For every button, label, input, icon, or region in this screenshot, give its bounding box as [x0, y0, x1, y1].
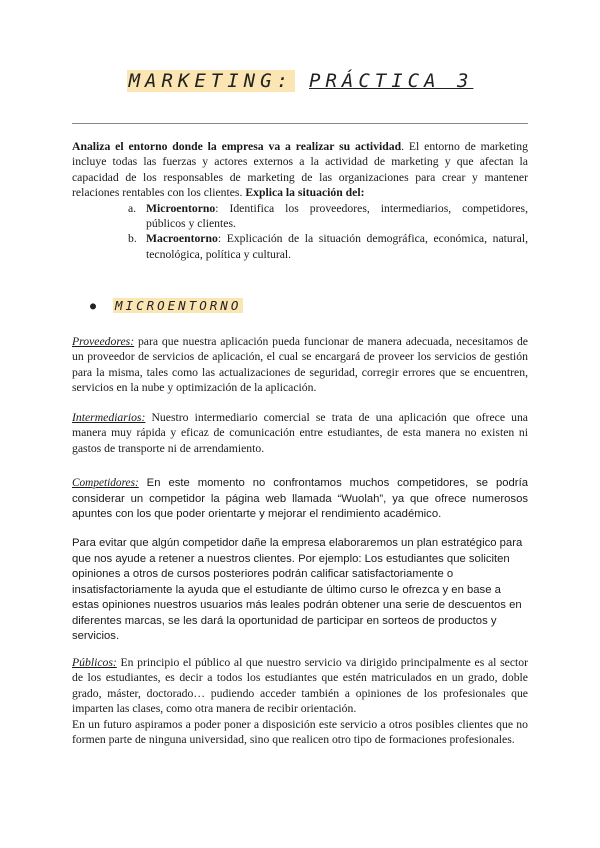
paragraph-text: En principio el público al que nuestro servicio va dirigido principalmente es al sector de los estudiantes, es decir a todos los estudiantes que estén matriculados en un grado, doble grado, máster, doctorado… pudiendo acceder también a opiniones de los profesionales que imparten las clases, como otra manera de recibir orientación.: [72, 656, 528, 716]
document-title: [0, 70, 600, 92]
paragraph-label: Intermediarios:: [72, 411, 146, 424]
list-desc: : Explicación de la situación demográfica, económica, natural, tecnológica, política y cultural.: [146, 232, 528, 261]
intro-paragraph: [72, 139, 528, 262]
paragraph-estrategia: [72, 536, 528, 645]
title-divider: [72, 123, 528, 124]
intro-bold-lead: Analiza el entorno donde la empresa va a realizar su actividad: [72, 140, 402, 153]
list-term: Microentorno: [146, 201, 216, 215]
list-desc: : Identifica los proveedores, intermediarios, competidores, públicos y clientes.: [146, 201, 528, 231]
paragraph-text: Nuestro intermediario comercial se trata de una aplicación que ofrece una manera muy rápida y eficaz de comunicación entre estudiantes, de esta manera no existen ni gastos de transporte ni de arrendamiento.: [72, 411, 528, 455]
intro-bold-tail: Explica la situación del:: [245, 186, 365, 200]
intro-list: [72, 201, 528, 263]
bullet-icon: ●: [90, 301, 100, 312]
section-heading-text: MICROENTORNO: [115, 298, 242, 313]
paragraph-label: Competidores:: [72, 477, 139, 489]
list-term: Macroentorno: [146, 232, 218, 246]
list-item: [72, 231, 528, 262]
list-marker: a.: [128, 201, 137, 215]
paragraph-publicos: [72, 655, 528, 747]
title-main: MARKETING:: [128, 70, 293, 92]
section-heading: [90, 298, 243, 313]
paragraph-proveedores: [72, 334, 528, 396]
paragraph-text: Para evitar que algún competidor dañe la empresa elaboraremos un plan estratégico para que nos ayude a retener a nuestros clientes. Por ejemplo: Los estudiantes que soliciten opiniones a otros de cursos posteriores podrán calificar satisfactoriamente o insatisfactoriamente la ayuda que el estudiante de último curso le ofrezca y en base a estas opiniones nuestros usuarios más leales podrán obtener una serie de descuentos en diferentes marcas, se les dará la oportunidad de participar en sorteos de productos y servicios.: [72, 537, 523, 642]
paragraph-text: En este momento no confrontamos muchos competidores, se podría considerar un competidor la página web llamada “Wuolah”, ya que ofrece numerosos apuntes con los que poder orientarte y mejorar el rendimiento académico.: [72, 477, 528, 520]
list-item: [72, 201, 528, 232]
paragraph-label: Proveedores:: [72, 335, 135, 348]
paragraph-intermediarios: [72, 410, 528, 456]
paragraph-text-continued: En un futuro aspiramos a poder poner a disposición este servicio a otros posibles clientes que no formen parte de ninguna universidad, sino que realicen otro tipo de formaciones profesionales.: [72, 717, 528, 747]
paragraph-text: para que nuestra aplicación pueda funcionar de manera adecuada, necesitamos de un proveedor de servicios de aplicación, el cual se encargará de proveer los servicios de gestión para la misma, tales como las actualizaciones de seguridad, corregir errores que se encuentren, servicios en la nube y optimización de la aplicación.: [72, 335, 528, 395]
paragraph-competidores: [72, 476, 528, 523]
paragraph-label: Públicos:: [72, 656, 117, 669]
title-sub: PRÁCTICA 3: [309, 70, 474, 92]
intro-text: . El entorno de marketing incluye todas las fuerzas y actores externos a la actividad de marketing y que afectan la capacidad de los responsables de marketing de las organizaciones para crear y mantener relaciones rentables con los clientes.: [72, 140, 528, 200]
list-marker: b.: [128, 232, 137, 246]
